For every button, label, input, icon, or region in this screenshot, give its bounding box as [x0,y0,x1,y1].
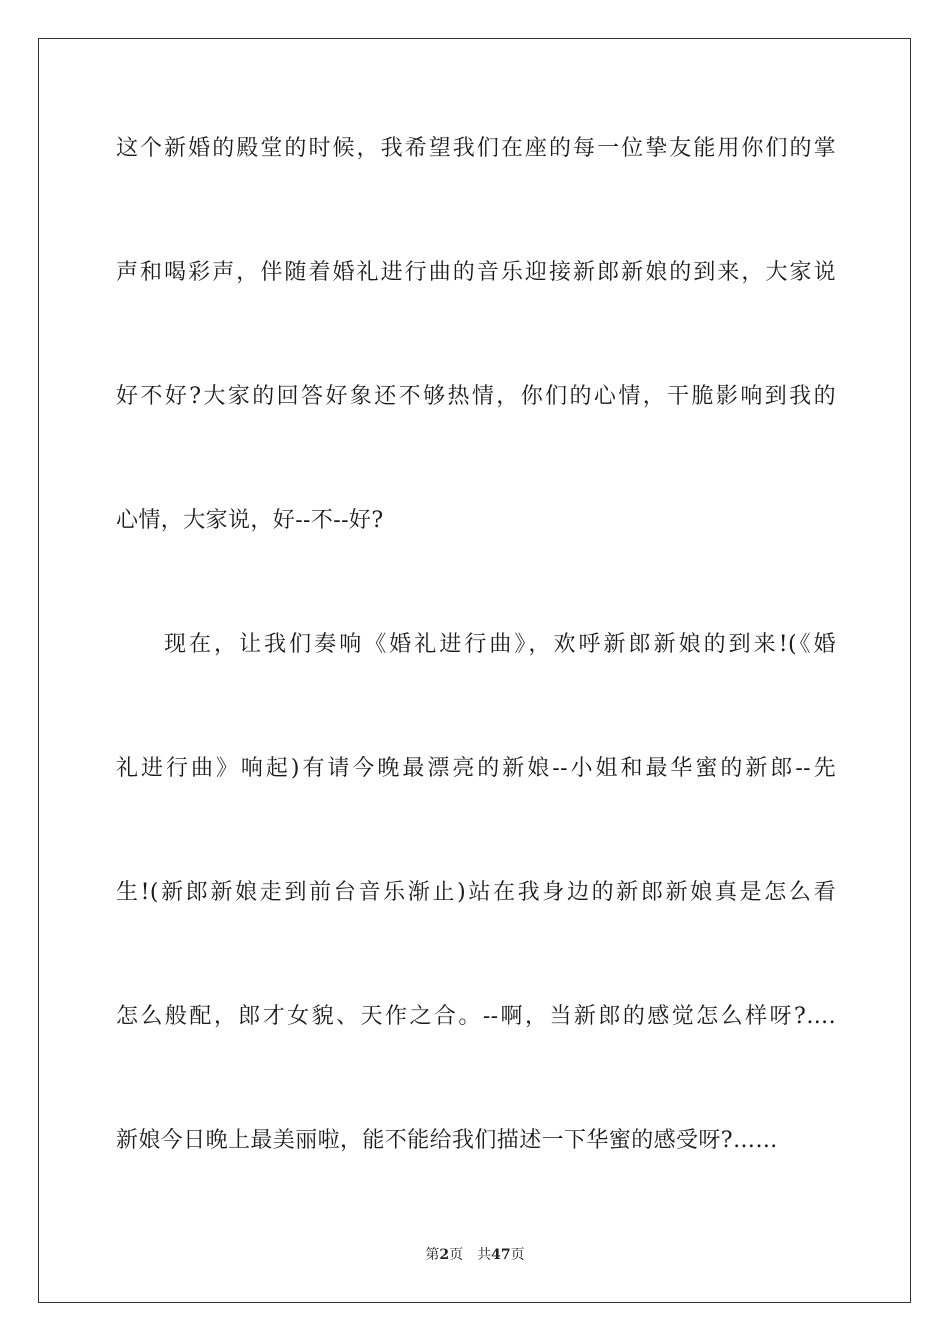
paragraph-2-line-1: 现在，让我们奏响《婚礼进行曲》，欢呼新郎新娘的到来!(《婚 [164,632,836,657]
paragraph-2-line-4: 怎么般配，郎才女貌、天作之合。--啊，当新郎的感觉怎么样呀?…. [116,1004,836,1029]
paragraph-2-line-2: 礼进行曲》响起)有请今晚最漂亮的新娘--小姐和最华蜜的新郎--先 [116,756,836,781]
body-line-2: 声和喝彩声，伴随着婚礼进行曲的音乐迎接新郎新娘的到来，大家说 [116,260,836,285]
page-number: 2 [439,1247,450,1263]
paragraph-2-line-3: 生!(新郎新娘走到前台音乐渐止)站在我身边的新郎新娘真是怎么看 [116,880,836,905]
page-footer [0,1246,950,1264]
total-pages: 47 [491,1247,511,1263]
page-prefix: 第 [425,1247,440,1263]
total-suffix: 页 [510,1247,525,1263]
page-border [38,38,911,1303]
paragraph-2-line-5: 新娘今日晚上最美丽啦，能不能给我们描述一下华蜜的感受呀?…… [116,1128,778,1153]
page-suffix: 页 [449,1247,464,1263]
body-line-4: 心情，大家说，好--不--好? [116,508,384,533]
body-line-3: 好不好?大家的回答好象还不够热情，你们的心情，干脆影响到我的 [116,384,836,409]
body-line-1: 这个新婚的殿堂的时候，我希望我们在座的每一位挚友能用你们的掌 [116,136,836,161]
total-prefix: 共 [477,1247,492,1263]
